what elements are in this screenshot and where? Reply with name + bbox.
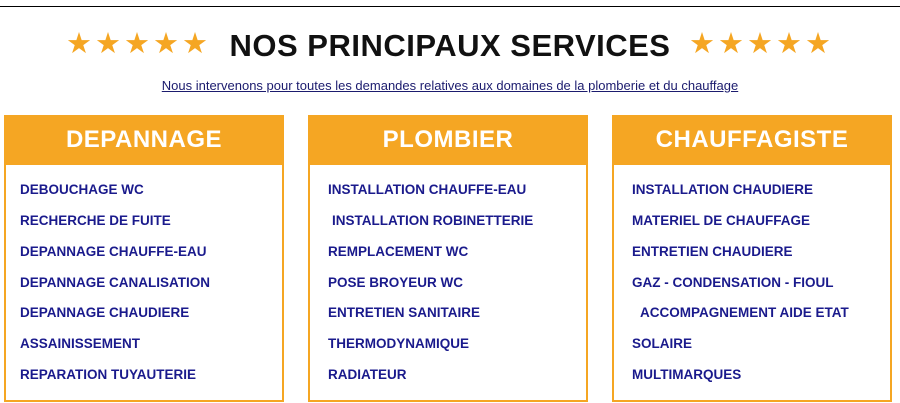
service-card-chauffagiste <box>612 115 892 402</box>
list-item[interactable]: ASSAINISSEMENT <box>20 336 141 352</box>
stars-left-icon: ★★★★★ <box>66 27 212 60</box>
list-item[interactable]: SOLAIRE <box>632 336 693 352</box>
stars-right-icon: ★★★★★ <box>688 27 834 60</box>
list-item[interactable]: MULTIMARQUES <box>632 367 742 383</box>
page-title: NOS PRINCIPAUX SERVICES <box>229 28 671 63</box>
list-item[interactable]: ACCOMPAGNEMENT AIDE ETAT <box>640 305 849 321</box>
list-item[interactable]: MATERIEL DE CHAUFFAGE <box>632 212 811 228</box>
list-item[interactable]: REPARATION TUYAUTERIE <box>20 367 197 383</box>
card-title-depannage: DEPANNAGE <box>6 117 282 165</box>
card-title-chauffagiste: CHAUFFAGISTE <box>614 117 890 165</box>
list-item[interactable]: ENTRETIEN SANITAIRE <box>328 305 481 321</box>
list-item[interactable]: THERMODYNAMIQUE <box>328 336 469 352</box>
page-title-row <box>0 28 900 64</box>
card-title-plombier: PLOMBIER <box>310 117 586 165</box>
list-item[interactable]: POSE BROYEUR WC <box>328 274 464 290</box>
list-item[interactable]: DEPANNAGE CHAUFFE-EAU <box>20 243 207 259</box>
list-item[interactable]: GAZ - CONDENSATION - FIOUL <box>632 274 834 290</box>
list-item[interactable]: INSTALLATION ROBINETTERIE <box>332 212 534 228</box>
top-divider <box>0 6 900 7</box>
card-items-chauffagiste <box>614 165 890 400</box>
list-item[interactable]: RECHERCHE DE FUITE <box>20 212 171 228</box>
services-columns <box>0 115 900 400</box>
card-items-plombier <box>310 165 586 400</box>
page-subtitle: Nous intervenons pour toutes les demandes relatives aux domaines de la plomberie et du chauffage <box>161 78 739 93</box>
list-item[interactable]: DEPANNAGE CHAUDIERE <box>20 305 190 321</box>
list-item[interactable]: DEPANNAGE CANALISATION <box>20 274 211 290</box>
list-item[interactable]: DEBOUCHAGE WC <box>20 182 144 197</box>
list-item[interactable]: INSTALLATION CHAUFFE-EAU <box>328 182 527 197</box>
service-card-plombier <box>308 115 588 402</box>
list-item[interactable]: ENTRETIEN CHAUDIERE <box>632 243 793 259</box>
list-item[interactable]: RADIATEUR <box>328 367 407 383</box>
service-card-depannage <box>4 115 284 402</box>
card-items-depannage <box>6 165 282 400</box>
list-item[interactable]: INSTALLATION CHAUDIERE <box>632 182 813 197</box>
list-item[interactable]: REMPLACEMENT WC <box>328 243 469 259</box>
